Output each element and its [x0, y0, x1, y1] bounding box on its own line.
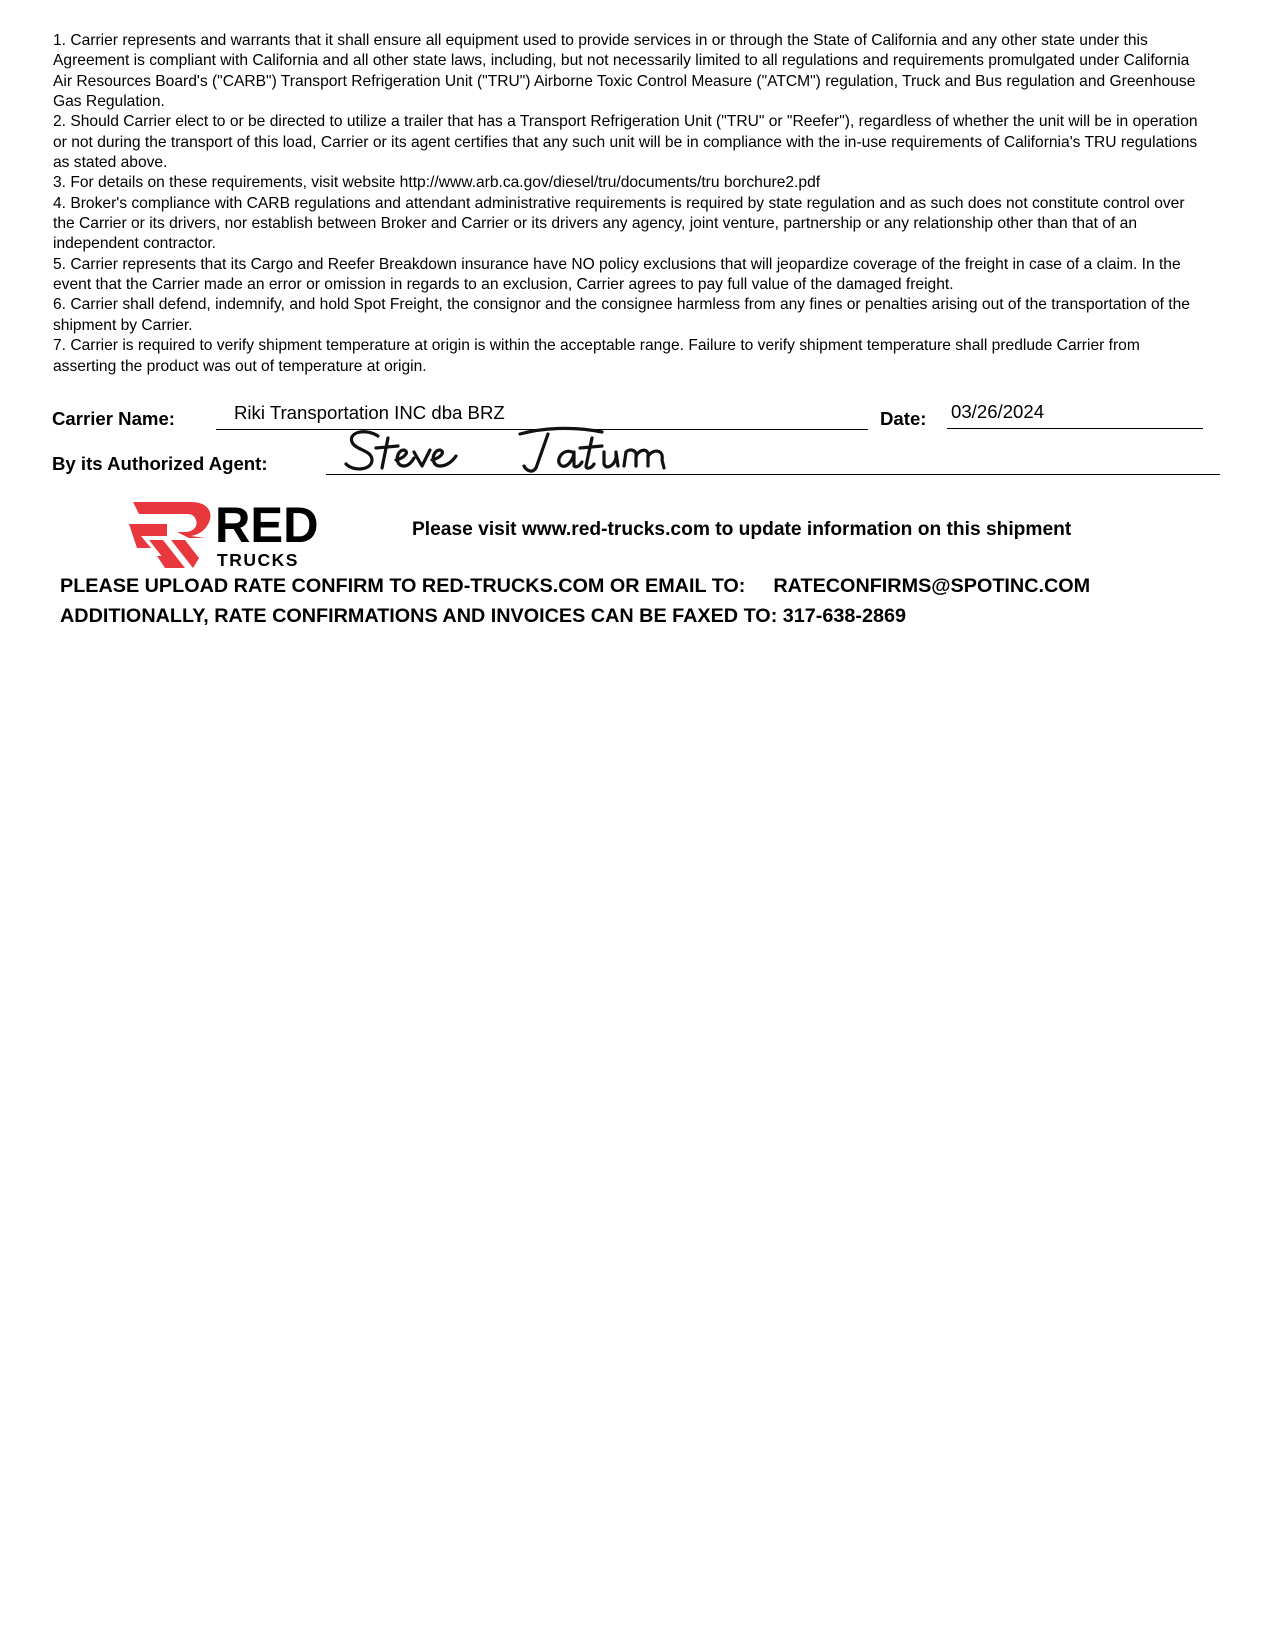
- date-underline: [947, 428, 1203, 429]
- carrier-name-label: Carrier Name:: [52, 408, 175, 429]
- date-label: Date:: [880, 408, 927, 429]
- upload-instructions-line2: ADDITIONALLY, RATE CONFIRMATIONS AND INVOICES CAN BE FAXED TO: 317-638-2869: [60, 605, 906, 627]
- upload-instructions-line1: [60, 575, 1090, 598]
- upload-instructions-prefix: PLEASE UPLOAD RATE CONFIRM TO RED-TRUCKS.COM OR EMAIL TO:: [60, 575, 746, 597]
- term-6: 6. Carrier shall defend, indemnify, and hold Spot Freight, the consignor and the consignee harmless from any fines or penalties arising out of the transportation of the shipment by Carrier.: [53, 296, 1190, 334]
- rateconfirm-email[interactable]: RATECONFIRMS@SPOTINC.COM: [773, 575, 1091, 597]
- authorized-agent-label: By its Authorized Agent:: [52, 453, 268, 474]
- term-1: 1. Carrier represents and warrants that it shall ensure all equipment used to provide services in or through the State of California and any other state under this Agreement is compliant with California and all other state laws, including, but not necessarily limited to all regulations and requirements promulgated under California Air Resources Board's ("CARB") Transport Refrigeration Unit ("TRU") Airborne Toxic Control Measure ("ATCM") regulation, Truck and Bus regulation and Greenhouse Gas Regulation.: [53, 32, 1196, 111]
- date-value[interactable]: 03/26/2024: [951, 401, 1045, 422]
- term-3: 3. For details on these requirements, visit website http://www.arb.ca.gov/diesel/tru/documents/tru borchure2.pdf: [53, 174, 821, 192]
- signature-image: [342, 424, 732, 480]
- term-5: 5. Carrier represents that its Cargo and Reefer Breakdown insurance have NO policy exclusions that will jeopardize coverage of the freight in case of a claim. In the event that the Carrier made an error or omission in regards to an exclusion, Carrier agrees to pay full value of the damaged freight.: [53, 255, 1181, 294]
- visit-website-text: Please visit www.red-trucks.com to update information on this shipment: [412, 519, 1072, 540]
- carrier-name-value[interactable]: Riki Transportation INC dba BRZ: [234, 402, 505, 423]
- logo-wordmark: RED: [215, 497, 319, 553]
- term-7: 7. Carrier is required to verify shipment temperature at origin is within the acceptable range. Failure to verify shipment temperature shall predlude Carrier from asserting the product was out of temperature at origin.: [53, 337, 1140, 375]
- term-4: 4. Broker's compliance with CARB regulations and attendant administrative requirements is required by state regulation and as such does not constitute control over the Carrier or its drivers, nor establish between Broker and Carrier or its drivers any agency, joint venture, partnership or any relationship other than that of an independent contractor.: [53, 194, 1185, 253]
- terms-list: [53, 31, 1203, 377]
- term-2: 2. Should Carrier elect to or be directed to utilize a trailer that has a Transport Refrigeration Unit ("TRU" or "Reefer"), regardless of whether the unit will be in operation or not during the transport of this load, Carrier or its agent certifies that any such unit will be in compliance with the in-use requirements of California's TRU regulations as stated above.: [53, 113, 1198, 172]
- logo-subword: TRUCKS: [217, 550, 299, 570]
